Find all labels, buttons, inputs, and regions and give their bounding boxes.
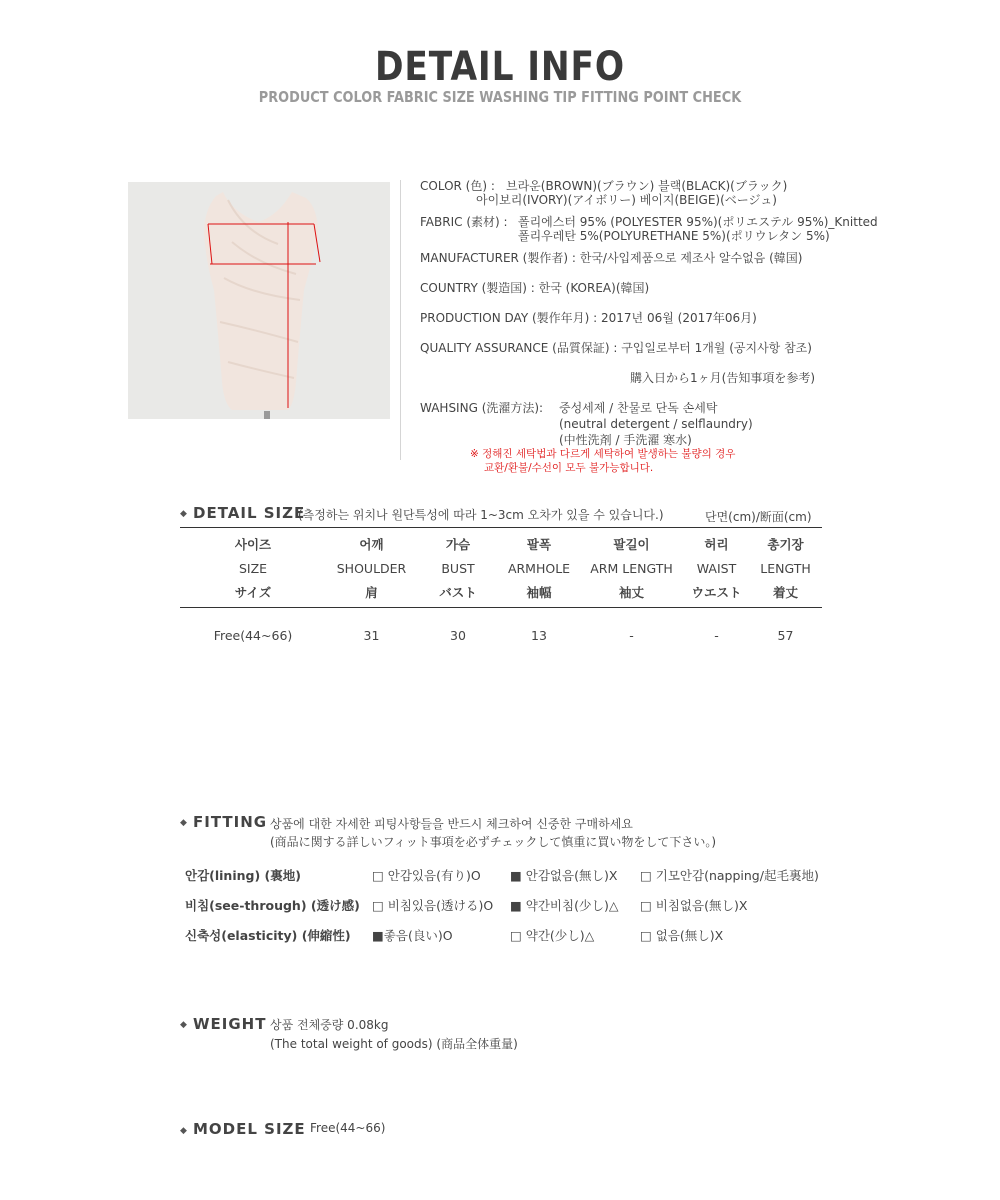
header-cell: 肩 (365, 585, 378, 600)
country: COUNTRY (製造国) : 한국 (KOREA)(韓国) (420, 281, 650, 295)
fitting-row-name: 신축성(elasticity) (伸縮性) (185, 928, 351, 943)
color-label: COLOR (色) : (420, 179, 495, 193)
fitting-option: □ 없음(無し)X (640, 928, 724, 943)
table-cell: - (714, 627, 719, 643)
fitting-option: □ 약간(少し)△ (510, 928, 595, 943)
table-cell: 57 (777, 627, 794, 643)
color-line-1: 브라운(BROWN)(ブラウン) 블랙(BLACK)(ブラック) (506, 179, 788, 193)
diamond-icon: ◆ (180, 1020, 187, 1030)
weight-line-2: (The total weight of goods) (商品全体重量) (270, 1037, 518, 1051)
washing-line-2: (neutral detergent / selflaundry) (559, 417, 753, 431)
fitting-option: □ 비침있음(透ける)O (372, 898, 494, 913)
table-header-kr (180, 532, 822, 556)
table-header-en (180, 556, 822, 580)
header-cell: 着丈 (772, 585, 798, 600)
model-size-label: MODEL SIZE (193, 1120, 306, 1138)
header-cell: 사이즈 (234, 537, 272, 552)
product-photo (128, 182, 390, 419)
header-cell: バスト (439, 585, 477, 600)
table-cell: 13 (531, 627, 547, 643)
header-cell: サイズ (234, 585, 272, 600)
quality-assurance-jp: 購入日から1ヶ月(告知事項を参考) (630, 371, 815, 385)
header-cell: 총기장 (767, 537, 804, 552)
fitting-option: □ 기모안감(napping/起毛裏地) (640, 868, 819, 883)
fitting-option: ■좋음(良い)O (372, 928, 453, 943)
header-cell: 어깨 (359, 537, 384, 552)
diamond-icon: ◆ (180, 1126, 187, 1136)
header-cell: SHOULDER (336, 560, 407, 576)
header-cell: 袖幅 (526, 585, 552, 600)
diamond-icon: ◆ (180, 818, 187, 828)
weight-line-1: 상품 전체중량 0.08kg (270, 1018, 389, 1032)
washing-label: WAHSING (洗濯方法): (420, 401, 544, 415)
washing-notice-1: ※ 정해진 세탁법과 다르게 세탁하여 발생하는 불량의 경우 (470, 448, 736, 460)
fitting-row-name: 안감(lining) (裏地) (185, 868, 301, 883)
page-title: DETAIL INFO (375, 44, 625, 90)
detail-size-table (180, 532, 822, 645)
color-line-2: 아이보리(IVORY)(アイボリー) 베이지(BEIGE)(ベージュ) (476, 193, 777, 207)
fabric-line-1: 폴리에스터 95% (POLYESTER 95%)(ポリエステル 95%)_Knitted (518, 215, 878, 229)
detail-size-note: (측정하는 위치나 원단특성에 따라 1~3cm 오차가 있을 수 있습니다.) (298, 508, 664, 522)
weight-label: WEIGHT (193, 1015, 267, 1033)
table-cell: - (629, 627, 634, 643)
header-cell: 가슴 (445, 537, 471, 552)
washing-notice-2: 교환/환불/수선이 모두 불가능합니다. (484, 462, 654, 474)
table-cell: 30 (450, 627, 466, 643)
table-header-jp (180, 580, 822, 604)
table-top-rule (180, 527, 822, 528)
measurement-diagram (128, 182, 390, 419)
header-cell: WAIST (696, 560, 737, 576)
manufacturer: MANUFACTURER (製作者) : 한국/사입제품으로 제조사 알수없음 (韓国) (420, 251, 803, 265)
washing-line-3: (中性洗剤 / 手洗濯 寒水) (559, 433, 692, 447)
header-cell: 팔폭 (526, 537, 552, 552)
fitting-option: □ 비침없음(無し)X (640, 898, 748, 913)
production-day: PRODUCTION DAY (製作年月) : 2017년 06월 (2017年06月) (420, 311, 757, 325)
detail-size-label: DETAIL SIZE (193, 504, 306, 522)
header-cell: BUST (441, 560, 475, 576)
header-cell: 팔길이 (613, 537, 650, 552)
diamond-icon: ◆ (180, 509, 187, 519)
header-cell: ウエスト (691, 585, 742, 600)
detail-size-unit: 단면(cm)/断面(cm) (705, 510, 812, 524)
fabric-label: FABRIC (素材) : (420, 215, 508, 229)
fitting-option: ■ 안감없음(無し)X (510, 868, 618, 883)
model-size-value: Free(44~66) (310, 1121, 386, 1135)
header-cell: 허리 (704, 537, 729, 552)
fitting-note-2: (商品に関する詳しいフィット事項を必ずチェックして慎重に買い物をして下さい。) (270, 835, 717, 849)
header-cell: ARMHOLE (507, 560, 571, 576)
header-cell: SIZE (238, 560, 268, 576)
fitting-row-name: 비침(see-through) (透け感) (185, 898, 360, 913)
fitting-note-1: 상품에 대한 자세한 피팅사항들을 반드시 체크하여 신중한 구매하세요 (270, 817, 633, 831)
header-cell: 袖丈 (618, 585, 644, 600)
header-cell: LENGTH (760, 560, 811, 576)
page-subtitle: PRODUCT COLOR FABRIC SIZE WASHING TIP FITTING POINT CHECK (258, 88, 742, 106)
quality-assurance: QUALITY ASSURANCE (品質保証) : 구입일로부터 1개월 (공지사항 참조) (420, 341, 812, 355)
divider-line (400, 180, 401, 460)
header-cell: ARM LENGTH (590, 560, 673, 576)
fabric-line-2: 폴리우레탄 5%(POLYURETHANE 5%)(ポリウレタン 5%) (518, 229, 830, 243)
table-cell: Free(44~66) (213, 627, 293, 643)
washing-line-1: 중성세제 / 찬물로 단독 손세탁 (559, 401, 718, 415)
table-row (180, 625, 822, 645)
fitting-option: ■ 약간비침(少し)△ (510, 898, 619, 913)
table-cell: 31 (363, 627, 380, 643)
fitting-option: □ 안감있음(有り)O (372, 868, 481, 883)
fitting-label: FITTING (193, 813, 268, 831)
